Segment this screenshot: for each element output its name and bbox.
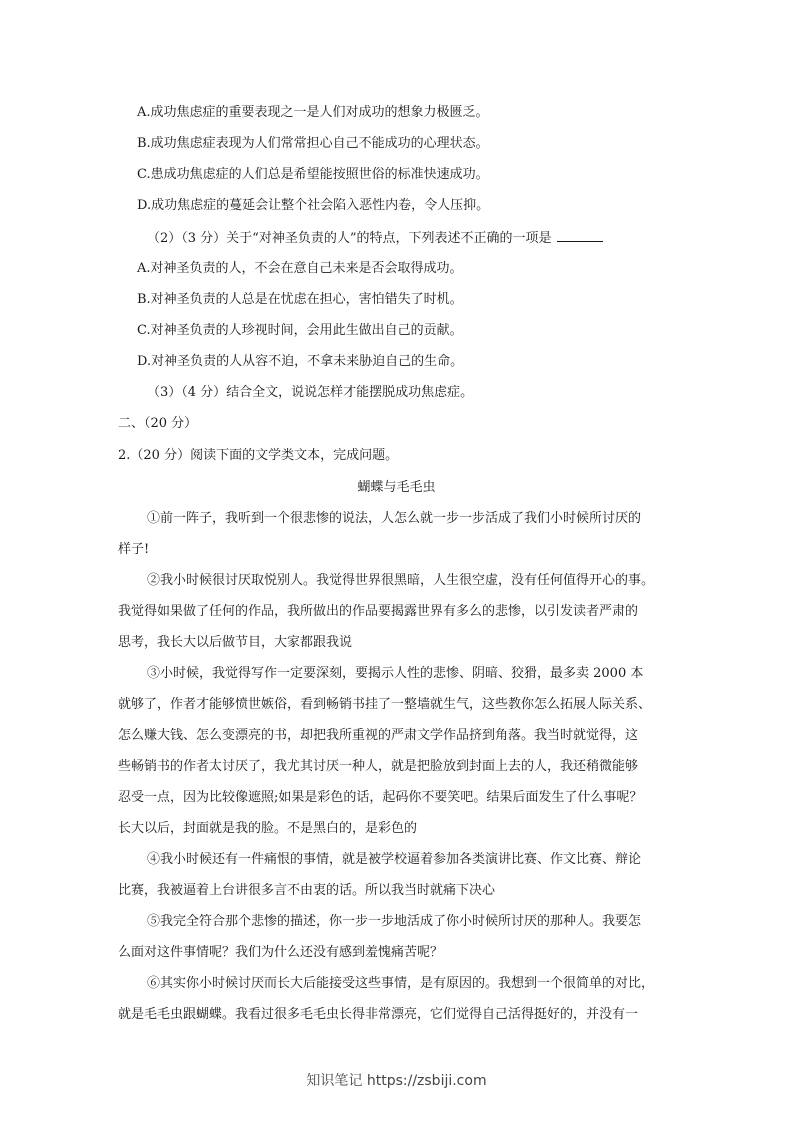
paragraph-line: 就够了，作者才能够愤世嫉俗，看到畅销书挂了一整墙就生气，这些教你怎么拓展人际关系、 <box>118 697 652 712</box>
option-a: A.对神圣负责的人，不会在意自己未来是否会取得成功。 <box>137 261 463 276</box>
option-c: C.对神圣负责的人珍视时间，会用此生做出自己的贡献。 <box>137 323 463 338</box>
section-heading: 二、（20 分） <box>118 416 198 431</box>
paragraph-line: 样子! <box>118 542 150 557</box>
paragraph-line: 些畅销书的作者太讨厌了，我尤其讨厌一种人，就是把脸放到封面上去的人，我还稍微能够 <box>118 759 639 774</box>
option-a: A.成功焦虑症的重要表现之一是人们对成功的想象力极匮乏。 <box>137 105 489 120</box>
footer-watermark: 知识笔记 https://zsbiji.com <box>306 1073 487 1089</box>
paragraph-line: ②我小时候很讨厌取悦别人。我觉得世界很黑暗，人生很空虚，没有任何值得开心的事。 <box>147 573 655 588</box>
answer-blank <box>557 229 603 242</box>
paragraph-line: 比赛，我被逼着上台讲很多言不由衷的话。所以我当时就痛下决心 <box>118 883 496 898</box>
paragraph-line: 就是毛毛虫跟蝴蝶。我看过很多毛毛虫长得非常漂亮，它们觉得自己活得挺好的，并没有一 <box>118 1007 639 1022</box>
paragraph-line: 长大以后，封面就是我的脸。不是黑白的，是彩色的 <box>118 821 418 836</box>
paragraph-line: 忍受一点，因为比较像遮照;如果是彩色的话，起码你不要笑吧。结果后面发生了什么事呢？ <box>118 790 643 805</box>
paragraph-line: ⑤我完全符合那个悲惨的描述，你一步一步地活成了你小时候所讨厌的那种人。我要怎 <box>147 914 642 929</box>
paragraph-line: 我觉得如果做了任何的作品，我所做出的作品要揭露世界有多么的悲惨，以引发读者严肃的 <box>118 604 639 619</box>
question-part2-text: （2）（3 分）关于“对神圣负责的人”的特点，下列表述不正确的一项是 <box>147 231 552 246</box>
option-b: B.成功焦虑症表现为人们常常担心自己不能成功的心理状态。 <box>137 136 489 151</box>
option-d: D.对神圣负责的人从容不迫，不拿未来胁迫自己的生命。 <box>137 354 464 369</box>
question-intro: 2.（20 分）阅读下面的文学类文本，完成问题。 <box>118 448 399 463</box>
paragraph-line: 思考，我长大以后做节目，大家都跟我说 <box>118 635 353 650</box>
paragraph-line: ③小时候，我觉得写作一定要深刻，要揭示人性的悲惨、阴暗、狡猾，最多卖 2000 本 <box>147 666 644 681</box>
question-part3: （3）（4 分）结合全文，说说怎样才能摆脱成功焦虑症。 <box>147 385 474 400</box>
option-d: D.成功焦虑症的蔓延会让整个社会陷入恶性内卷，令人压抑。 <box>137 198 490 213</box>
paragraph-line: 么面对这件事情呢？我们为什么还没有感到羞愧痛苦呢？ <box>118 945 444 960</box>
option-c: C.患成功焦虑症的人们总是希望能按照世俗的标准快速成功。 <box>137 167 489 182</box>
article-title: 蝴蝶与毛毛虫 <box>357 480 436 495</box>
paragraph-line: 怎么赚大钱、怎么变漂亮的书，却把我所重视的严肃文学作品挤到角落。我当时就觉得，这 <box>118 728 639 743</box>
paragraph-line: ①前一阵子，我听到一个很悲惨的说法，人怎么就一步一步活成了我们小时候所讨厌的 <box>147 511 642 526</box>
option-b: B.对神圣负责的人总是在忧虑在担心，害怕错失了时机。 <box>137 292 463 307</box>
paragraph-line: ④我小时候还有一件痛恨的事情，就是被学校逼着参加各类演讲比赛、作文比赛、辩论 <box>147 852 642 867</box>
question-part2 <box>147 229 603 248</box>
paragraph-line: ⑥其实你小时候讨厌而长大后能接受这些事情，是有原因的。我想到一个很简单的对比， <box>147 976 655 991</box>
